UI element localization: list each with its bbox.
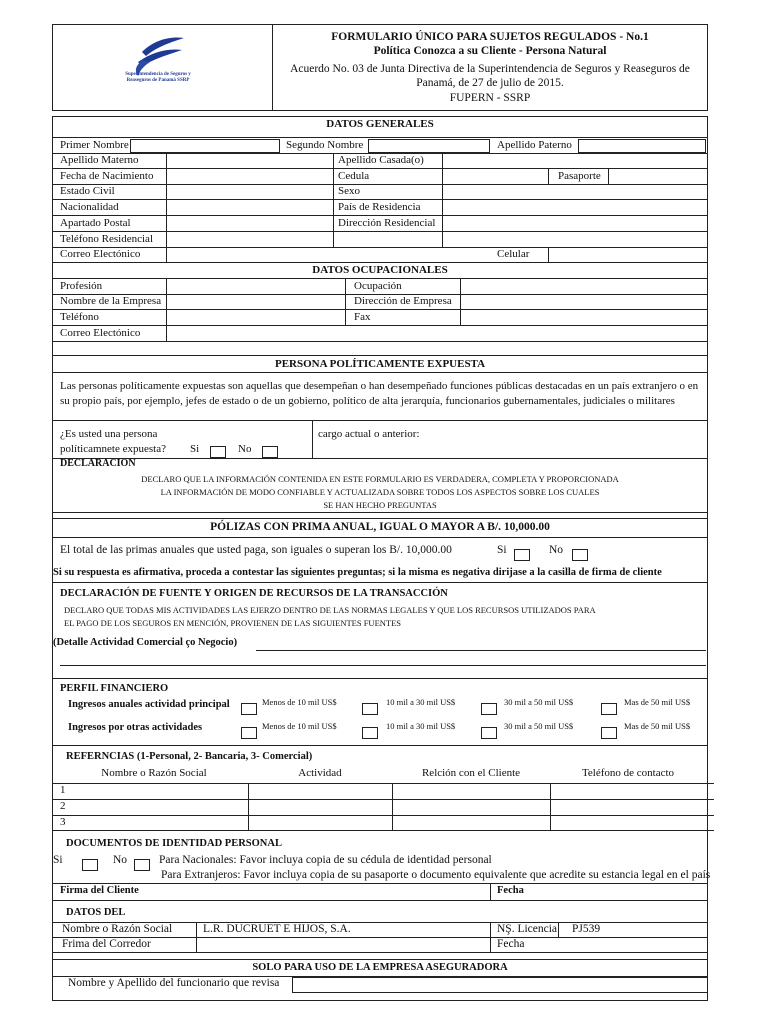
insurer-reviewer-label: Nombre y Apellido del funcionario que revisa <box>68 977 280 989</box>
source-line1: DECLARO QUE TODAS MIS ACTIVIDADES LAS EJERZO DENTRO DE LAS NORMAS LEGALES Y QUE LOS RECURSOS UTILIZADOS PARA <box>64 605 596 615</box>
row1-opt1-label: Menos de 10 mil US$ <box>262 697 337 707</box>
identity-no-checkbox[interactable] <box>134 859 150 871</box>
identity-nacionales: Para Nacionales: Favor incluya copia de su cédula de identidad personal <box>159 854 492 866</box>
signature-fecha-label: Fecha <box>497 885 524 896</box>
signature-firma-label: Firma del Cliente <box>60 885 139 896</box>
reference-row-2: 2 <box>60 800 66 812</box>
label-segundo-nombre: Segundo Nombre <box>286 139 364 151</box>
identity-title: DOCUMENTOS DE IDENTIDAD PERSONAL <box>66 838 282 849</box>
row2-opt4-checkbox[interactable] <box>601 727 617 739</box>
pep-si-label: Si <box>190 443 200 455</box>
declaration-line1: DECLARO QUE LA INFORMACIÓN CONTENIDA EN ESTE FORMULARIO ES VERDADERA, COMPLETA Y PROPORCIONADA <box>141 474 619 484</box>
label-primer-nombre: Primer Nombre <box>60 139 129 151</box>
label-apartado-postal: Apartado Postal <box>60 217 131 229</box>
label-direccion-residencial: Dirección Residencial <box>338 217 436 229</box>
policies-si-label: Si <box>497 544 507 556</box>
broker-fecha-label: Fecha <box>497 938 525 950</box>
broker-licencia-label: NŞ. Licencia <box>497 923 558 935</box>
segundo-nombre-field[interactable] <box>368 139 490 153</box>
broker-firma-label: Frima del Corredor <box>62 938 151 950</box>
declaration-line2: LA INFORMACIÓN DE MODO CONFIABLE Y ACTUALIZADA SOBRE TODOS LOS ASPECTOS SOBRE LOS CUALES <box>160 487 600 497</box>
declaration-line3: SE HAN HECHO PREGUNTAS <box>323 500 437 510</box>
label-sexo: Sexo <box>338 185 360 197</box>
label-celular: Celular <box>497 248 530 260</box>
policies-instruction: Si su respuesta es afirmativa, proceda a contestar las siguientes preguntas; si la misma es negativa dirijase a la casilla de firma de cliente <box>53 567 662 578</box>
row1-opt1-checkbox[interactable] <box>241 703 257 715</box>
declaration-title: DECLARACION <box>60 458 136 469</box>
policies-question: El total de las primas anuales que usted paga, son iguales o superan los B/. 10,000.00 <box>60 544 452 556</box>
label-correo: Correo Electónico <box>60 248 141 260</box>
policies-no-label: No <box>549 544 564 556</box>
agreement-line2: Panamá, de 27 de julio de 2015. <box>416 77 564 89</box>
identity-si-checkbox[interactable] <box>82 859 98 871</box>
label-direccion-empresa: Dirección de Empresa <box>354 295 452 307</box>
row1-opt2-checkbox[interactable] <box>362 703 378 715</box>
pep-no-label: No <box>238 443 252 455</box>
row2-opt2-checkbox[interactable] <box>362 727 378 739</box>
pep-description: Las personas políticamente expuestas son aquellas que desempeñan o han desempeñado funciones públicas destacadas en un país extranjero o en su propio país, por ejemplo, jefes de estado o de un gobierno, político de alta jerarquía, funcionarios gubernamentales, judiciales o militares <box>60 380 699 407</box>
primer-nombre-field[interactable] <box>130 139 280 153</box>
broker-razon-social-label: Nombre o Razón Social <box>62 923 173 935</box>
label-telefono: Teléfono <box>60 311 99 323</box>
broker-licencia-value: PJ539 <box>572 923 601 935</box>
identity-si-label: Si <box>53 854 63 866</box>
row2-opt1-checkbox[interactable] <box>241 727 257 739</box>
row2-opt3-label: 30 mil a 50 mil US$ <box>504 721 574 731</box>
row1-opt3-label: 30 mil a 50 mil US$ <box>504 697 574 707</box>
form-title: FORMULARIO ÚNICO PARA SUJETOS REGULADOS - No.1 <box>331 31 649 43</box>
reviewer-field[interactable] <box>292 977 707 993</box>
references-col1: Nombre o Razón Social <box>101 767 207 779</box>
label-fax: Fax <box>354 311 371 323</box>
row1-opt3-checkbox[interactable] <box>481 703 497 715</box>
label-correo-ocup: Correo Electónico <box>60 327 141 339</box>
source-detail: (Detalle Actividad Comercial ço Negocio) <box>53 637 238 648</box>
row1-opt2-label: 10 mil a 30 mil US$ <box>386 697 456 707</box>
identity-extranjeros: Para Extranjeros: Favor incluya copia de su pasaporte o documento equivalente que acredite su estancia legal en el país <box>161 869 711 881</box>
ssrp-logo <box>112 30 202 94</box>
row1-opt4-label: Mas de 50 mil US$ <box>624 697 691 707</box>
label-profesion: Profesión <box>60 280 103 292</box>
source-title: DECLARACIÓN DE FUENTE Y ORIGEN DE RECURSOS DE LA TRANSACCIÓN <box>60 588 448 599</box>
policies-no-checkbox[interactable] <box>572 549 588 561</box>
form-subtitle: Política Conozca a su Cliente - Persona Natural <box>373 45 607 57</box>
broker-razon-social-value: L.R. DUCRUET E HIJOS, S.A. <box>203 923 351 935</box>
references-col3: Relción con el Cliente <box>421 767 521 779</box>
label-cedula: Cedula <box>338 170 370 182</box>
pep-no-checkbox[interactable] <box>262 446 278 458</box>
source-detail-line[interactable] <box>256 650 706 651</box>
pep-si-checkbox[interactable] <box>210 446 226 458</box>
references-title: REFERNCIAS (1-Personal, 2- Bancaria, 3- Comercial) <box>66 751 313 762</box>
label-apellido-paterno: Apellido Paterno <box>497 139 572 151</box>
identity-no-label: No <box>113 854 128 866</box>
occupational-title: DATOS OCUPACIONALES <box>312 264 448 276</box>
reference-row-1: 1 <box>60 784 66 796</box>
label-nacionalidad: Nacionalidad <box>60 201 119 213</box>
pep-title: PERSONA POLÍTICAMENTE EXPUESTA <box>274 358 486 370</box>
form-code: FUPERN - SSRP <box>449 92 531 104</box>
label-pasaporte: Pasaporte <box>558 170 601 182</box>
financial-row1-label: Ingresos anuales actividad principal <box>68 699 230 710</box>
row2-opt4-label: Mas de 50 mil US$ <box>624 721 691 731</box>
label-pais-residencia: País de Residencia <box>338 201 421 213</box>
apellido-paterno-field[interactable] <box>578 139 706 153</box>
row2-opt2-label: 10 mil a 30 mil US$ <box>386 721 456 731</box>
label-estado-civil: Estado Civil <box>60 185 115 197</box>
references-col2: Actividad <box>298 767 342 779</box>
row2-opt1-label: Menos de 10 mil US$ <box>262 721 337 731</box>
policies-title: PÓLIZAS CON PRIMA ANUAL, IGUAL O MAYOR A B/. 10,000.00 <box>210 521 550 533</box>
policies-si-checkbox[interactable] <box>514 549 530 561</box>
label-telefono-residencial: Teléfono Residencial <box>60 233 154 245</box>
logo-text: Superintendencia de Seguros y Reaseguros de Panamá SSRP <box>125 72 191 83</box>
general-title: DATOS GENERALES <box>326 118 434 130</box>
pep-question-line2: políticamnete expuesta? <box>60 443 166 455</box>
label-apellido-casada: Apellido Casada(o) <box>338 154 424 166</box>
broker-title: DATOS DEL <box>66 907 126 918</box>
row2-opt3-checkbox[interactable] <box>481 727 497 739</box>
pep-question-line1: ¿Es usted una persona <box>60 428 158 440</box>
financial-title: PERFIL FINANCIERO <box>60 683 169 694</box>
agreement-line1: Acuerdo No. 03 de Junta Directiva de la Superintendencia de Seguros y Reaseguros de <box>290 63 690 75</box>
label-empresa: Nombre de la Empresa <box>60 295 162 307</box>
label-apellido-materno: Apellido Materno <box>60 154 139 166</box>
ssrp-logo-icon <box>112 30 202 94</box>
references-col4: Teléfono de contacto <box>581 767 675 779</box>
source-line2: EL PAGO DE LOS SEGUROS EN MENCIÓN, PROVIENEN DE LAS SIGUIENTES FUENTES <box>64 618 402 628</box>
label-fecha-nacimiento: Fecha de Nacimiento <box>60 170 154 182</box>
financial-row2-label: Ingresos por otras actividades <box>68 722 203 733</box>
label-ocupacion: Ocupación <box>354 280 402 292</box>
row1-opt4-checkbox[interactable] <box>601 703 617 715</box>
insurer-title: SOLO PARA USO DE LA EMPRESA ASEGURADORA <box>252 962 508 973</box>
reference-row-3: 3 <box>60 816 66 828</box>
pep-cargo-label: cargo actual o anterior: <box>318 428 420 440</box>
